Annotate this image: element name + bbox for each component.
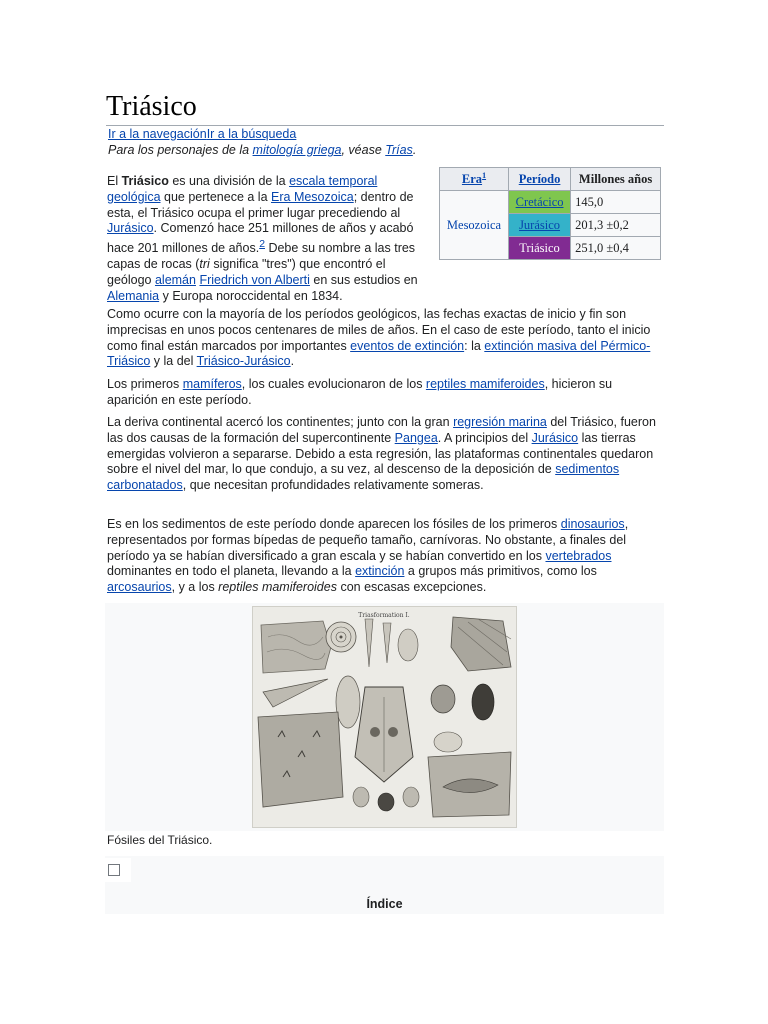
hatnote-text: . (412, 143, 417, 157)
text: que pertenece a la (160, 189, 272, 204)
text: , representados por formas bípedas de pequeño tamaño, carnívoras. No obstante, a finales del período ya se habían diversificado a gran escala y se habían convertido en los (107, 517, 629, 563)
link-jurasico[interactable]: Jurásico (107, 221, 154, 236)
paragraph (107, 307, 663, 370)
value-cell: 251,0 ±0,4 (571, 237, 661, 260)
hatnote (108, 143, 416, 158)
text: a grupos más primitivos, como los (404, 564, 597, 579)
italic-term: tri (199, 257, 210, 272)
period-cell-triasico (508, 237, 570, 260)
text: La deriva continental acercó los continentes; junto con la gran (107, 415, 454, 429)
link-alemania[interactable]: Alemania (107, 288, 160, 303)
reference-link[interactable]: 1 (482, 170, 487, 180)
text: y Europa noroccidental en 1834. (159, 288, 343, 303)
link-vertebrados[interactable]: vertebrados (545, 548, 612, 563)
text: en sus estudios en (309, 272, 418, 287)
jump-to-search-link[interactable]: Ir a la búsqueda (206, 127, 297, 141)
value-cell: 201,3 ±0,2 (571, 214, 661, 237)
link-arcosaurios[interactable]: arcosaurios (107, 580, 172, 595)
jump-links (108, 127, 296, 142)
link-reptiles-mamiferoides[interactable]: reptiles mamiferoides (425, 377, 545, 391)
text: ; dentro de esta, el Triásico ocupa el primer lugar precediendo al (107, 189, 414, 220)
text: Es en los sedimentos de este período donde aparecen los fósiles de los primeros (107, 517, 561, 531)
text: del Triásico, fueron las dos causas de la formación del supercontinente (107, 415, 656, 445)
link-extincion-permico-triasico[interactable]: extinción masiva del Pérmico-Triásico (107, 338, 651, 369)
intro-paragraph (107, 174, 425, 305)
text: . (290, 354, 295, 369)
italic-term: reptiles mamiferoides (218, 580, 337, 595)
bold-term: Triásico (121, 174, 169, 188)
table-header-row (440, 168, 661, 191)
page-title: Triásico (106, 90, 664, 126)
text: las tierras emergidas volvieron a separarse. Debido a esta regresión, las plataformas continentales quedaron sobre el nivel del mar, lo que condujo, a su vez, al descenso de la deposición de (107, 430, 654, 477)
period-triasico-label: Triásico (519, 240, 560, 255)
hatnote-text: , véase (341, 143, 386, 157)
paragraph (107, 415, 663, 494)
link-trias[interactable]: Trías (385, 143, 413, 157)
value-cell: 145,0 (571, 191, 661, 214)
link-extincion[interactable]: extinción (355, 564, 405, 579)
header-millones: Millones años (571, 168, 661, 191)
text: . Comenzó hace 251 millones de años y acabó hace 201 millones de años. (107, 221, 414, 256)
link-periodo[interactable]: Período (518, 171, 561, 186)
link-sedimentos-carbonatados[interactable]: sedimentos carbonatados (107, 462, 620, 493)
toc-toggle-checkbox[interactable] (108, 864, 120, 876)
hatnote-text: Para los personajes de la (108, 143, 253, 157)
paragraph (107, 377, 663, 409)
text: Los primeros (107, 377, 183, 391)
link-triasico-jurasico[interactable]: Triásico-Jurásico (196, 354, 291, 369)
fossil-illustration (253, 607, 516, 827)
geologic-period-table (439, 167, 661, 260)
era-cell[interactable]: Mesozoica (440, 191, 509, 260)
text: significa "tres") que encontró el geólogo (107, 257, 386, 287)
reference-link[interactable]: 2 (259, 239, 265, 251)
jump-to-navigation-link[interactable]: Ir a la navegación (108, 127, 207, 141)
link-escala-temporal[interactable]: escala temporal geológica (107, 174, 378, 204)
link-dinosaurios[interactable]: dinosaurios (560, 517, 625, 531)
link-jurasico-2[interactable]: Jurásico (531, 430, 579, 445)
period-cell-jurasico (508, 214, 570, 237)
header-era (440, 168, 509, 191)
figure-caption: Fósiles del Triásico. (107, 833, 213, 847)
text: dominantes en todo el planeta, llevando a la (107, 564, 356, 579)
link-era[interactable]: Era (461, 172, 483, 187)
link-pangea[interactable]: Pangea (394, 430, 438, 445)
link-jurasico-table[interactable]: Jurásico (519, 217, 561, 232)
toc-title: Índice (366, 897, 403, 911)
text: , los cuales evolucionaron de los (241, 377, 426, 391)
period-cell-cretacico (508, 191, 570, 214)
text: El (107, 174, 122, 188)
link-friedrich-von-alberti[interactable]: Friedrich von Alberti (199, 272, 310, 287)
link-era-mesozoica[interactable]: Era Mesozoica (271, 189, 354, 204)
text: , y a los (171, 580, 219, 595)
text: con escasas excepciones. (336, 580, 487, 595)
link-regresion-marina[interactable]: regresión marina (453, 415, 547, 429)
table-row (440, 191, 661, 214)
header-periodo (508, 168, 570, 191)
paragraph (107, 517, 663, 596)
triassic-fossils-image[interactable] (252, 606, 517, 828)
link-mamiferos[interactable]: mamíferos (182, 377, 242, 391)
text: . A principios del (437, 430, 532, 445)
link-cretacico[interactable]: Cretácico (515, 194, 564, 209)
text: : la (464, 338, 485, 353)
link-aleman[interactable]: alemán (154, 272, 196, 287)
text: Debe su nombre a las tres capas de rocas ( (107, 241, 416, 272)
text: y la del (150, 354, 197, 369)
text: Como ocurre con la mayoría de los períodos geológicos, las fechas exactas de inicio y fin son imprecisas en unos pocos centenares de miles de años. En el caso de este período, tanto el inicio como final están marcados por importantes (107, 307, 651, 353)
link-mitologia-griega[interactable]: mitología griega (252, 143, 342, 157)
text: , hicieron su aparición en este período. (107, 377, 613, 407)
plate-title: Triasformation I. (358, 612, 410, 619)
text: , que necesitan profundidades relativamente someras. (182, 478, 484, 493)
link-eventos-de-extincion[interactable]: eventos de extinción (350, 338, 465, 353)
text: es una división de la (168, 174, 290, 188)
